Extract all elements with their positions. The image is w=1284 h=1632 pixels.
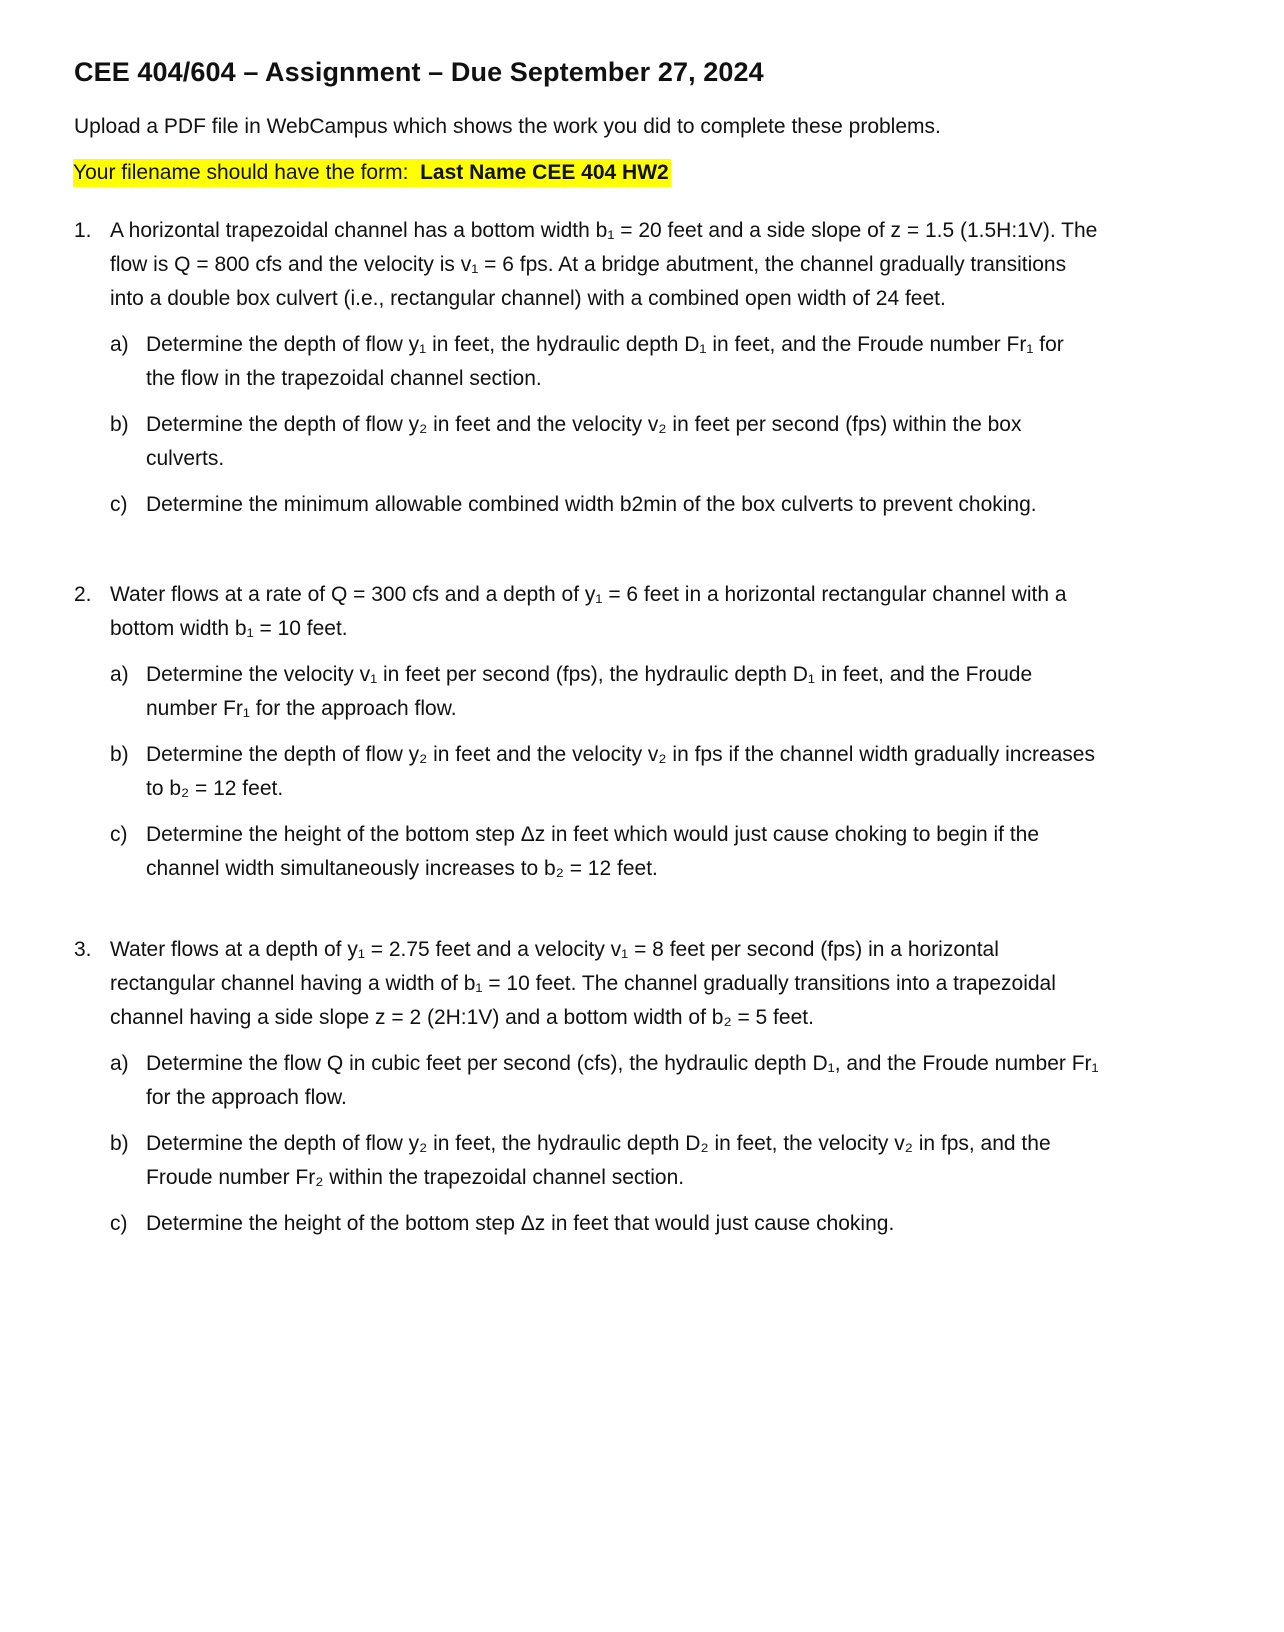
problem-2-line-1: Water flows at a rate of Q = 300 cfs and a depth of y₁ = 6 feet in a horizontal rectangular channel with a (110, 583, 1067, 606)
problem-3a-label: a) (110, 1052, 129, 1075)
problem-1a-line-1: Determine the depth of flow y₁ in feet, the hydraulic depth D₁ in feet, and the Froude number Fr₁ for (146, 333, 1064, 356)
problem-1b-label: b) (110, 413, 129, 436)
problem-2c-line-1: Determine the height of the bottom step Δz in feet which would just cause choking to begin if the (146, 823, 1040, 846)
problem-3a-line-2: for the approach flow. (146, 1086, 347, 1109)
problem-1c-label: c) (110, 493, 128, 516)
problem-3-line-2: rectangular channel having a width of b₁ = 10 feet. The channel gradually transitions into a trapezoidal (110, 972, 1056, 995)
problem-3c-line-1: Determine the height of the bottom step Δz in feet that would just cause choking. (146, 1212, 895, 1235)
problem-2a-line-2: number Fr₁ for the approach flow. (146, 697, 457, 720)
problem-2-line-2: bottom width b₁ = 10 feet. (110, 617, 348, 640)
problem-2b-line-1: Determine the depth of flow y₂ in feet and the velocity v₂ in fps if the channel width gradually increases (146, 743, 1095, 766)
problem-3-line-1: Water flows at a depth of y₁ = 2.75 feet and a velocity v₁ = 8 feet per second (fps) in a horizontal (110, 938, 999, 961)
problem-3-line-3: channel having a side slope z = 2 (2H:1V) and a bottom width of b₂ = 5 feet. (110, 1006, 814, 1029)
problem-3b-line-2: Froude number Fr₂ within the trapezoidal channel section. (146, 1166, 685, 1189)
problem-2c-line-2: channel width simultaneously increases to b₂ = 12 feet. (146, 857, 658, 880)
problem-3b-line-1: Determine the depth of flow y₂ in feet, the hydraulic depth D₂ in feet, the velocity v₂ in fps, and the (146, 1132, 1051, 1155)
filename-value: Last Name CEE 404 HW2 (420, 161, 669, 184)
filename-prefix: Your filename should have the form: (73, 161, 421, 184)
problem-2b-label: b) (110, 743, 129, 766)
problem-1-number: 1. (74, 219, 92, 242)
problem-3c-label: c) (110, 1212, 128, 1235)
problem-3b-label: b) (110, 1132, 129, 1155)
problem-1-line-2: flow is Q = 800 cfs and the velocity is v₁ = 6 fps. At a bridge abutment, the channel gradually transitions (110, 253, 1067, 276)
problem-1-line-1: A horizontal trapezoidal channel has a bottom width b₁ = 20 feet and a side slope of z = 1.5 (1.5H:1V). The (110, 219, 1098, 242)
problem-2a-label: a) (110, 663, 129, 686)
problem-2-number: 2. (74, 583, 92, 606)
problem-3a-line-1: Determine the flow Q in cubic feet per second (cfs), the hydraulic depth D₁, and the Froude number Fr₁ (146, 1052, 1099, 1075)
problem-2b-line-2: to b₂ = 12 feet. (146, 777, 284, 800)
problem-3-number: 3. (74, 938, 92, 961)
problem-1c-line-1: Determine the minimum allowable combined width b2min of the box culverts to prevent choking. (146, 493, 1037, 516)
problem-1b-line-1: Determine the depth of flow y₂ in feet and the velocity v₂ in feet per second (fps) within the box (146, 413, 1022, 436)
problem-1a-line-2: the flow in the trapezoidal channel section. (146, 367, 542, 390)
problem-1a-label: a) (110, 333, 129, 356)
problem-2a-line-1: Determine the velocity v₁ in feet per second (fps), the hydraulic depth D₁ in feet, and the Froude (146, 663, 1033, 686)
problem-1-line-3: into a double box culvert (i.e., rectangular channel) with a combined open width of 24 feet. (110, 287, 946, 310)
upload-instruction: Upload a PDF file in WebCampus which shows the work you did to complete these problems. (74, 115, 941, 138)
problem-2c-label: c) (110, 823, 128, 846)
filename-instruction (73, 160, 671, 186)
problem-1b-line-2: culverts. (146, 447, 225, 470)
page-title: CEE 404/604 – Assignment – Due September 27, 2024 (74, 57, 764, 87)
